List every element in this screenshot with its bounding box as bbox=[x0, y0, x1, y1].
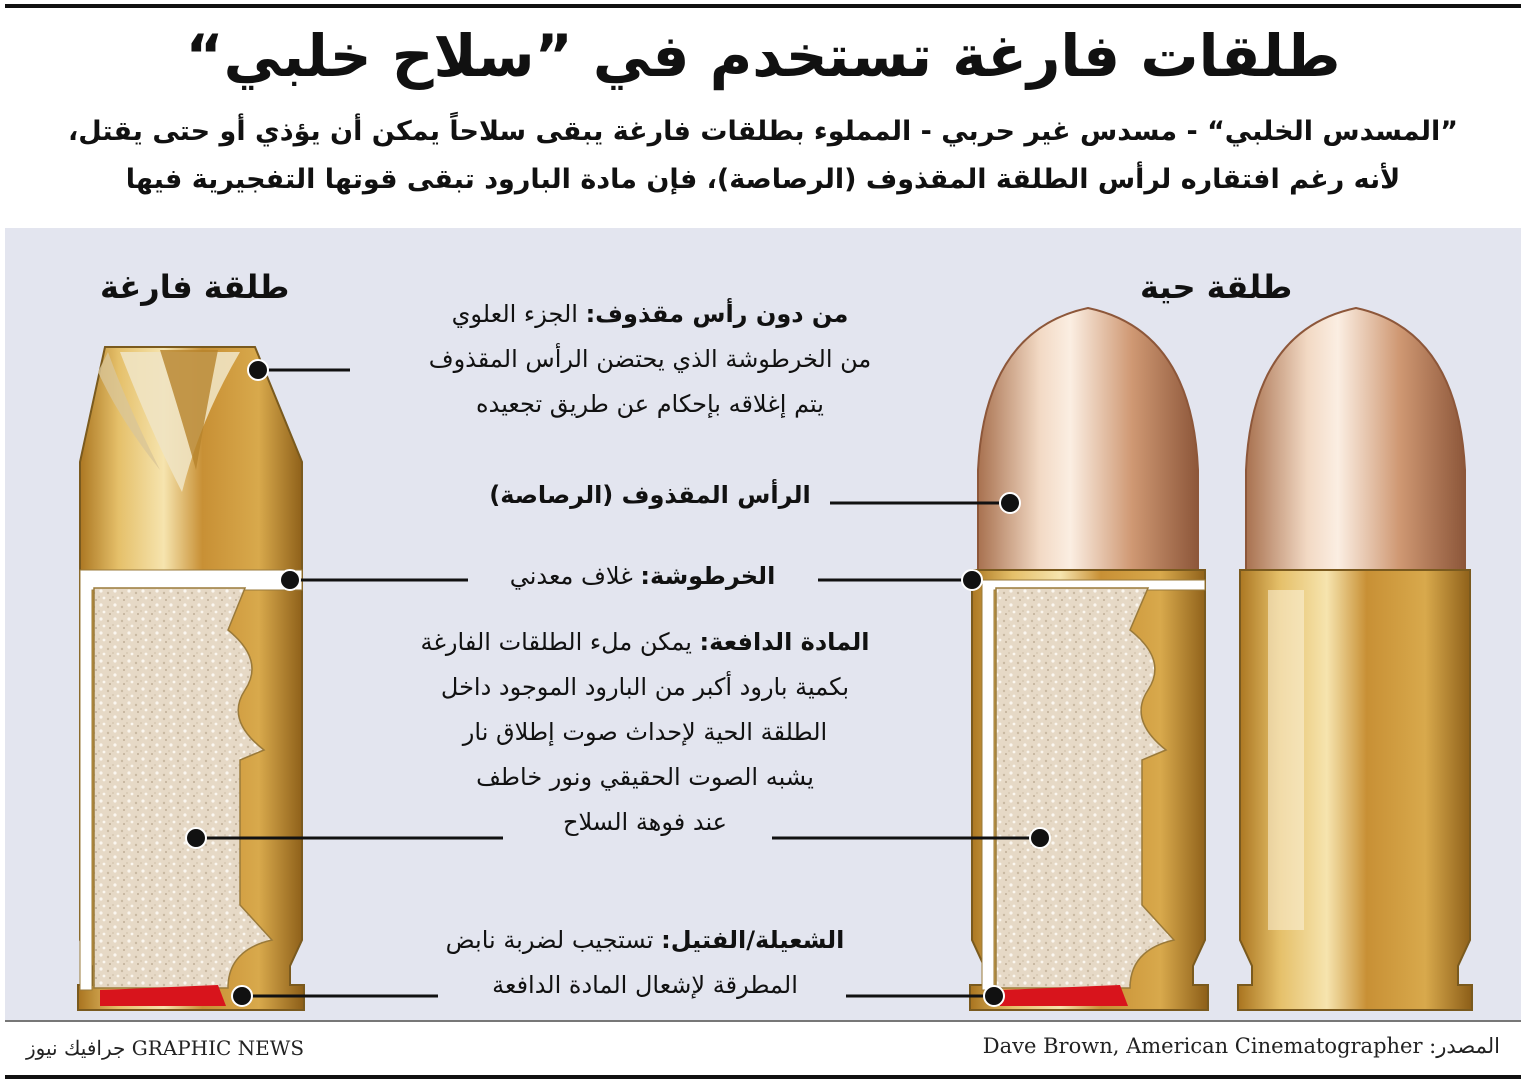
label-casing-bold: الخرطوشة: bbox=[640, 562, 776, 590]
full-highlight bbox=[1268, 590, 1304, 930]
full-bullet bbox=[1246, 308, 1465, 570]
label-crimp-text: الجزء العلوي bbox=[451, 300, 578, 328]
footer-rule bbox=[5, 1020, 1521, 1022]
label-propellant-line2: بكمية بارود أكبر من البارود الموجود داخل bbox=[440, 673, 850, 701]
label-primer-line2: المطرقة لإشعال المادة الدافعة bbox=[492, 971, 798, 999]
label-crimp-bold: من دون رأس مقذوف: bbox=[585, 300, 849, 328]
label-propellant bbox=[340, 620, 950, 845]
label-primer-text: تستجيب لضربة نابض bbox=[445, 926, 654, 954]
label-crimp-line2: من الخرطوشة الذي يحتضن الرأس المقذوف bbox=[428, 345, 872, 373]
label-propellant-text: يمكن ملء الطلقات الفارغة bbox=[420, 628, 692, 656]
header-live-round: طلقة حية bbox=[1140, 268, 1293, 306]
agency-credit: GRAPHIC NEWS جرافيك نيوز bbox=[26, 1036, 305, 1060]
label-casing-text: غلاف معدني bbox=[509, 562, 633, 590]
live-cartridge-cutaway bbox=[970, 308, 1208, 1010]
dot-powder-left bbox=[186, 828, 206, 848]
blank-cartridge bbox=[78, 347, 304, 1010]
dot-casing-left bbox=[280, 570, 300, 590]
label-propellant-line5: عند فوهة السلاح bbox=[562, 808, 727, 836]
live-bullet bbox=[978, 308, 1198, 570]
source-credit: المصدر: Dave Brown, American Cinematographer bbox=[982, 1034, 1500, 1058]
dot-bullet bbox=[1000, 493, 1020, 513]
label-bullet-bold: الرأس المقذوف (الرصاصة) bbox=[489, 481, 811, 509]
dot-casing-right bbox=[962, 570, 982, 590]
subtitle-line-1: ”المسدس الخلبي“ - مسدس غير حربي - المملوء بطلقات فارغة يبقى سلاحاً يمكن أن يؤذي أو حتى يقتل، bbox=[68, 116, 1458, 147]
label-propellant-bold: المادة الدافعة: bbox=[699, 628, 870, 656]
dot-powder-right bbox=[1030, 828, 1050, 848]
label-primer bbox=[380, 918, 910, 1008]
label-bullet bbox=[470, 473, 830, 518]
label-propellant-line3: الطلقة الحية لإحداث صوت إطلاق نار bbox=[462, 718, 828, 746]
subtitle-line-2: لأنه رغم افتقاره لرأس الطلقة المقذوف (الرصاصة)، فإن مادة البارود تبقى قوتها التفجيرية فيها bbox=[125, 164, 1401, 195]
page-title: طلقات فارغة تستخدم في ”سلاح خلبي“ bbox=[185, 22, 1341, 90]
dot-crimp bbox=[248, 360, 268, 380]
dot-primer-right bbox=[984, 986, 1004, 1006]
dot-primer-left bbox=[232, 986, 252, 1006]
label-primer-bold: الشعيلة/الفتيل: bbox=[661, 926, 845, 954]
header-blank-round: طلقة فارغة bbox=[100, 268, 290, 306]
label-crimp bbox=[350, 292, 950, 427]
label-casing bbox=[470, 554, 815, 599]
bottom-rule bbox=[5, 1075, 1521, 1079]
label-propellant-line4: يشبه الصوت الحقيقي ونور خاطف bbox=[476, 763, 814, 791]
label-crimp-line3: يتم إغلاقه بإحكام عن طريق تجعيده bbox=[476, 390, 824, 418]
live-cartridge-full bbox=[1238, 308, 1472, 1010]
